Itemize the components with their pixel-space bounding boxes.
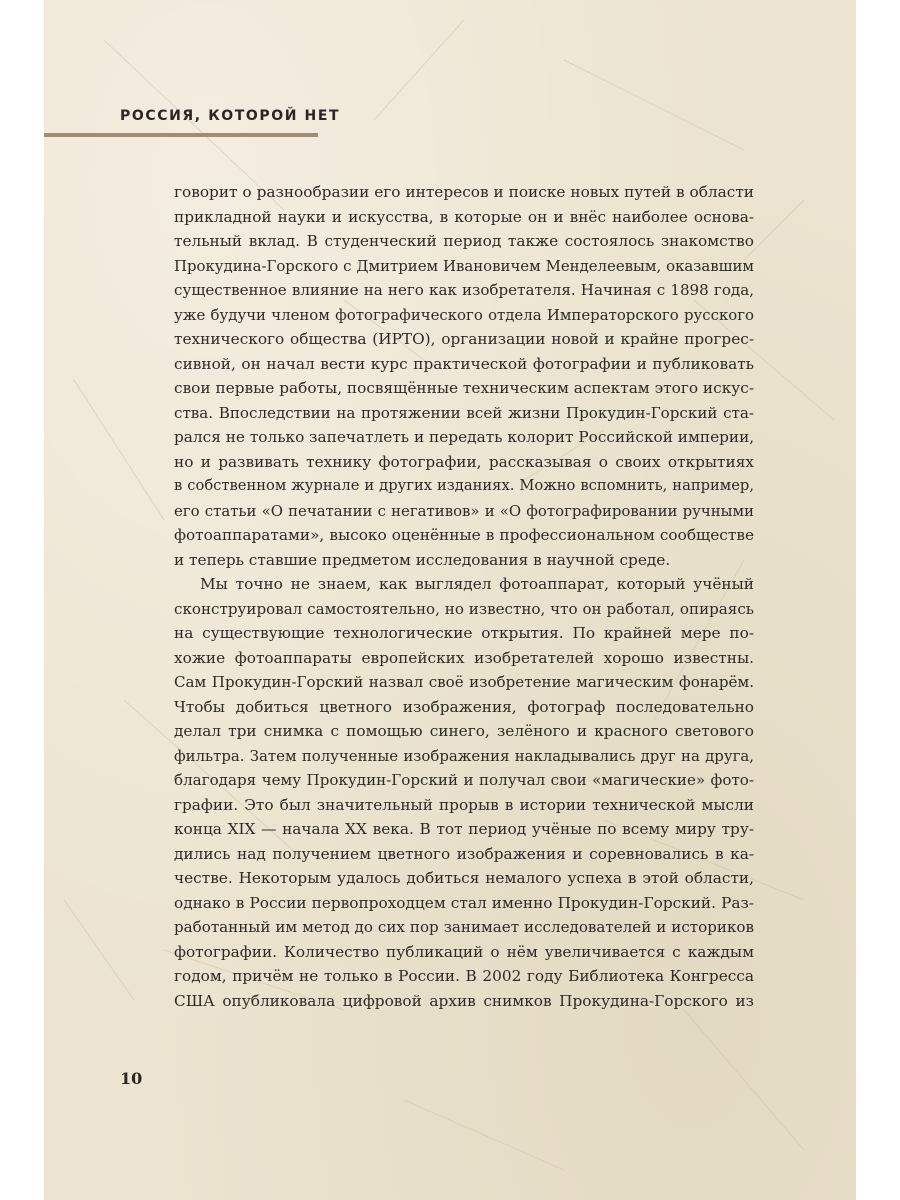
text-line: рался не только запечатлеть и передать колорит Российской империи, xyxy=(174,428,755,446)
text-line: дились над получением цветного изображения и соревновались в ка- xyxy=(174,844,754,863)
text-line: прикладной науки и искусства, в которые он и внёс наиболее основа- xyxy=(174,207,754,226)
text-line: говорит о разнообразии его интересов и поиске новых путей в области xyxy=(174,183,754,201)
text-line: благодаря чему Прокудин-Горский и получал свои «магические» фото- xyxy=(174,771,754,789)
text-line: графии. Это был значительный прорыв в истории технической мысли xyxy=(174,795,754,814)
text-line: Прокудина-Горского с Дмитрием Ивановичем Менделеевым, оказавшим xyxy=(174,256,754,275)
text-line: сконструировал самостоятельно, но известно, что он работал, опираясь xyxy=(174,599,754,618)
text-line: годом, причём не только в России. В 2002 году Библиотека Конгресса xyxy=(174,967,754,985)
text-line: Мы точно не знаем, как выглядел фотоаппарат, который учёный xyxy=(200,575,754,593)
header-rule xyxy=(44,133,318,137)
text-line: США опубликовала цифровой архив снимков Прокудина-Горского из xyxy=(174,991,754,1010)
text-line: в собственном журнале и других изданиях. Можно вспомнить, например, xyxy=(174,477,754,494)
text-line: ства. Впоследствии на протяжении всей жизни Прокудин-Горский ста- xyxy=(174,403,754,422)
text-line: Чтобы добиться цветного изображения, фотограф последовательно xyxy=(174,697,754,716)
text-line: делал три снимка с помощью синего, зелёного и красного светового xyxy=(174,722,754,740)
text-line: фотографии. Количество публикаций о нём увеличивается с каждым xyxy=(174,942,754,961)
running-header: РОССИЯ, КОТОРОЙ НЕТ xyxy=(120,108,341,124)
text-line: фильтра. Затем полученные изображения накладывались друг на друга, xyxy=(174,746,754,765)
text-line: но и развивать технику фотографии, рассказывая о своих открытиях xyxy=(174,452,754,471)
text-line: его статьи «О печатании с негативов» и «О фотографировании ручными xyxy=(174,501,754,520)
text-line: работанный им метод до сих пор занимает исследователей и историков xyxy=(174,918,754,936)
text-line: однако в России первопроходцем стал именно Прокудин-Горский. Раз- xyxy=(174,893,754,912)
text-line: технического общества (ИРТО), организации новой и крайне прогрес- xyxy=(174,330,754,348)
text-line: на существующие технологические открытия. По крайней мере по- xyxy=(174,624,754,642)
paragraph xyxy=(174,572,754,1013)
text-line: свои первые работы, посвящённые техническим аспектам этого искус- xyxy=(174,379,754,397)
text-line: хожие фотоаппараты европейских изобретателей хорошо известны. xyxy=(174,648,754,667)
text-line: уже будучи членом фотографического отдела Императорского русского xyxy=(174,305,754,324)
body-text xyxy=(174,180,754,1013)
text-line: существенное влияние на него как изобретателя. Начиная с 1898 года, xyxy=(174,281,754,299)
text-line: конца XIX — начала XX века. В тот период учёные по всему миру тру- xyxy=(174,820,754,838)
paragraph xyxy=(174,180,754,572)
text-line: честве. Некоторым удалось добиться немалого успеха в этой области, xyxy=(174,869,754,887)
text-line: тельный вклад. В студенческий период также состоялось знакомство xyxy=(174,232,754,250)
text-line: сивной, он начал вести курс практической фотографии и публиковать xyxy=(174,354,754,373)
page-number: 10 xyxy=(120,1069,143,1088)
text-line: Сам Прокудин-Горский назвал своё изобретение магическим фонарём. xyxy=(174,673,754,691)
text-line: и теперь ставшие предметом исследования в научной среде. xyxy=(174,550,671,569)
book-page xyxy=(44,0,856,1200)
text-line: фотоаппаратами», высоко оценённые в профессиональном сообществе xyxy=(174,526,754,544)
